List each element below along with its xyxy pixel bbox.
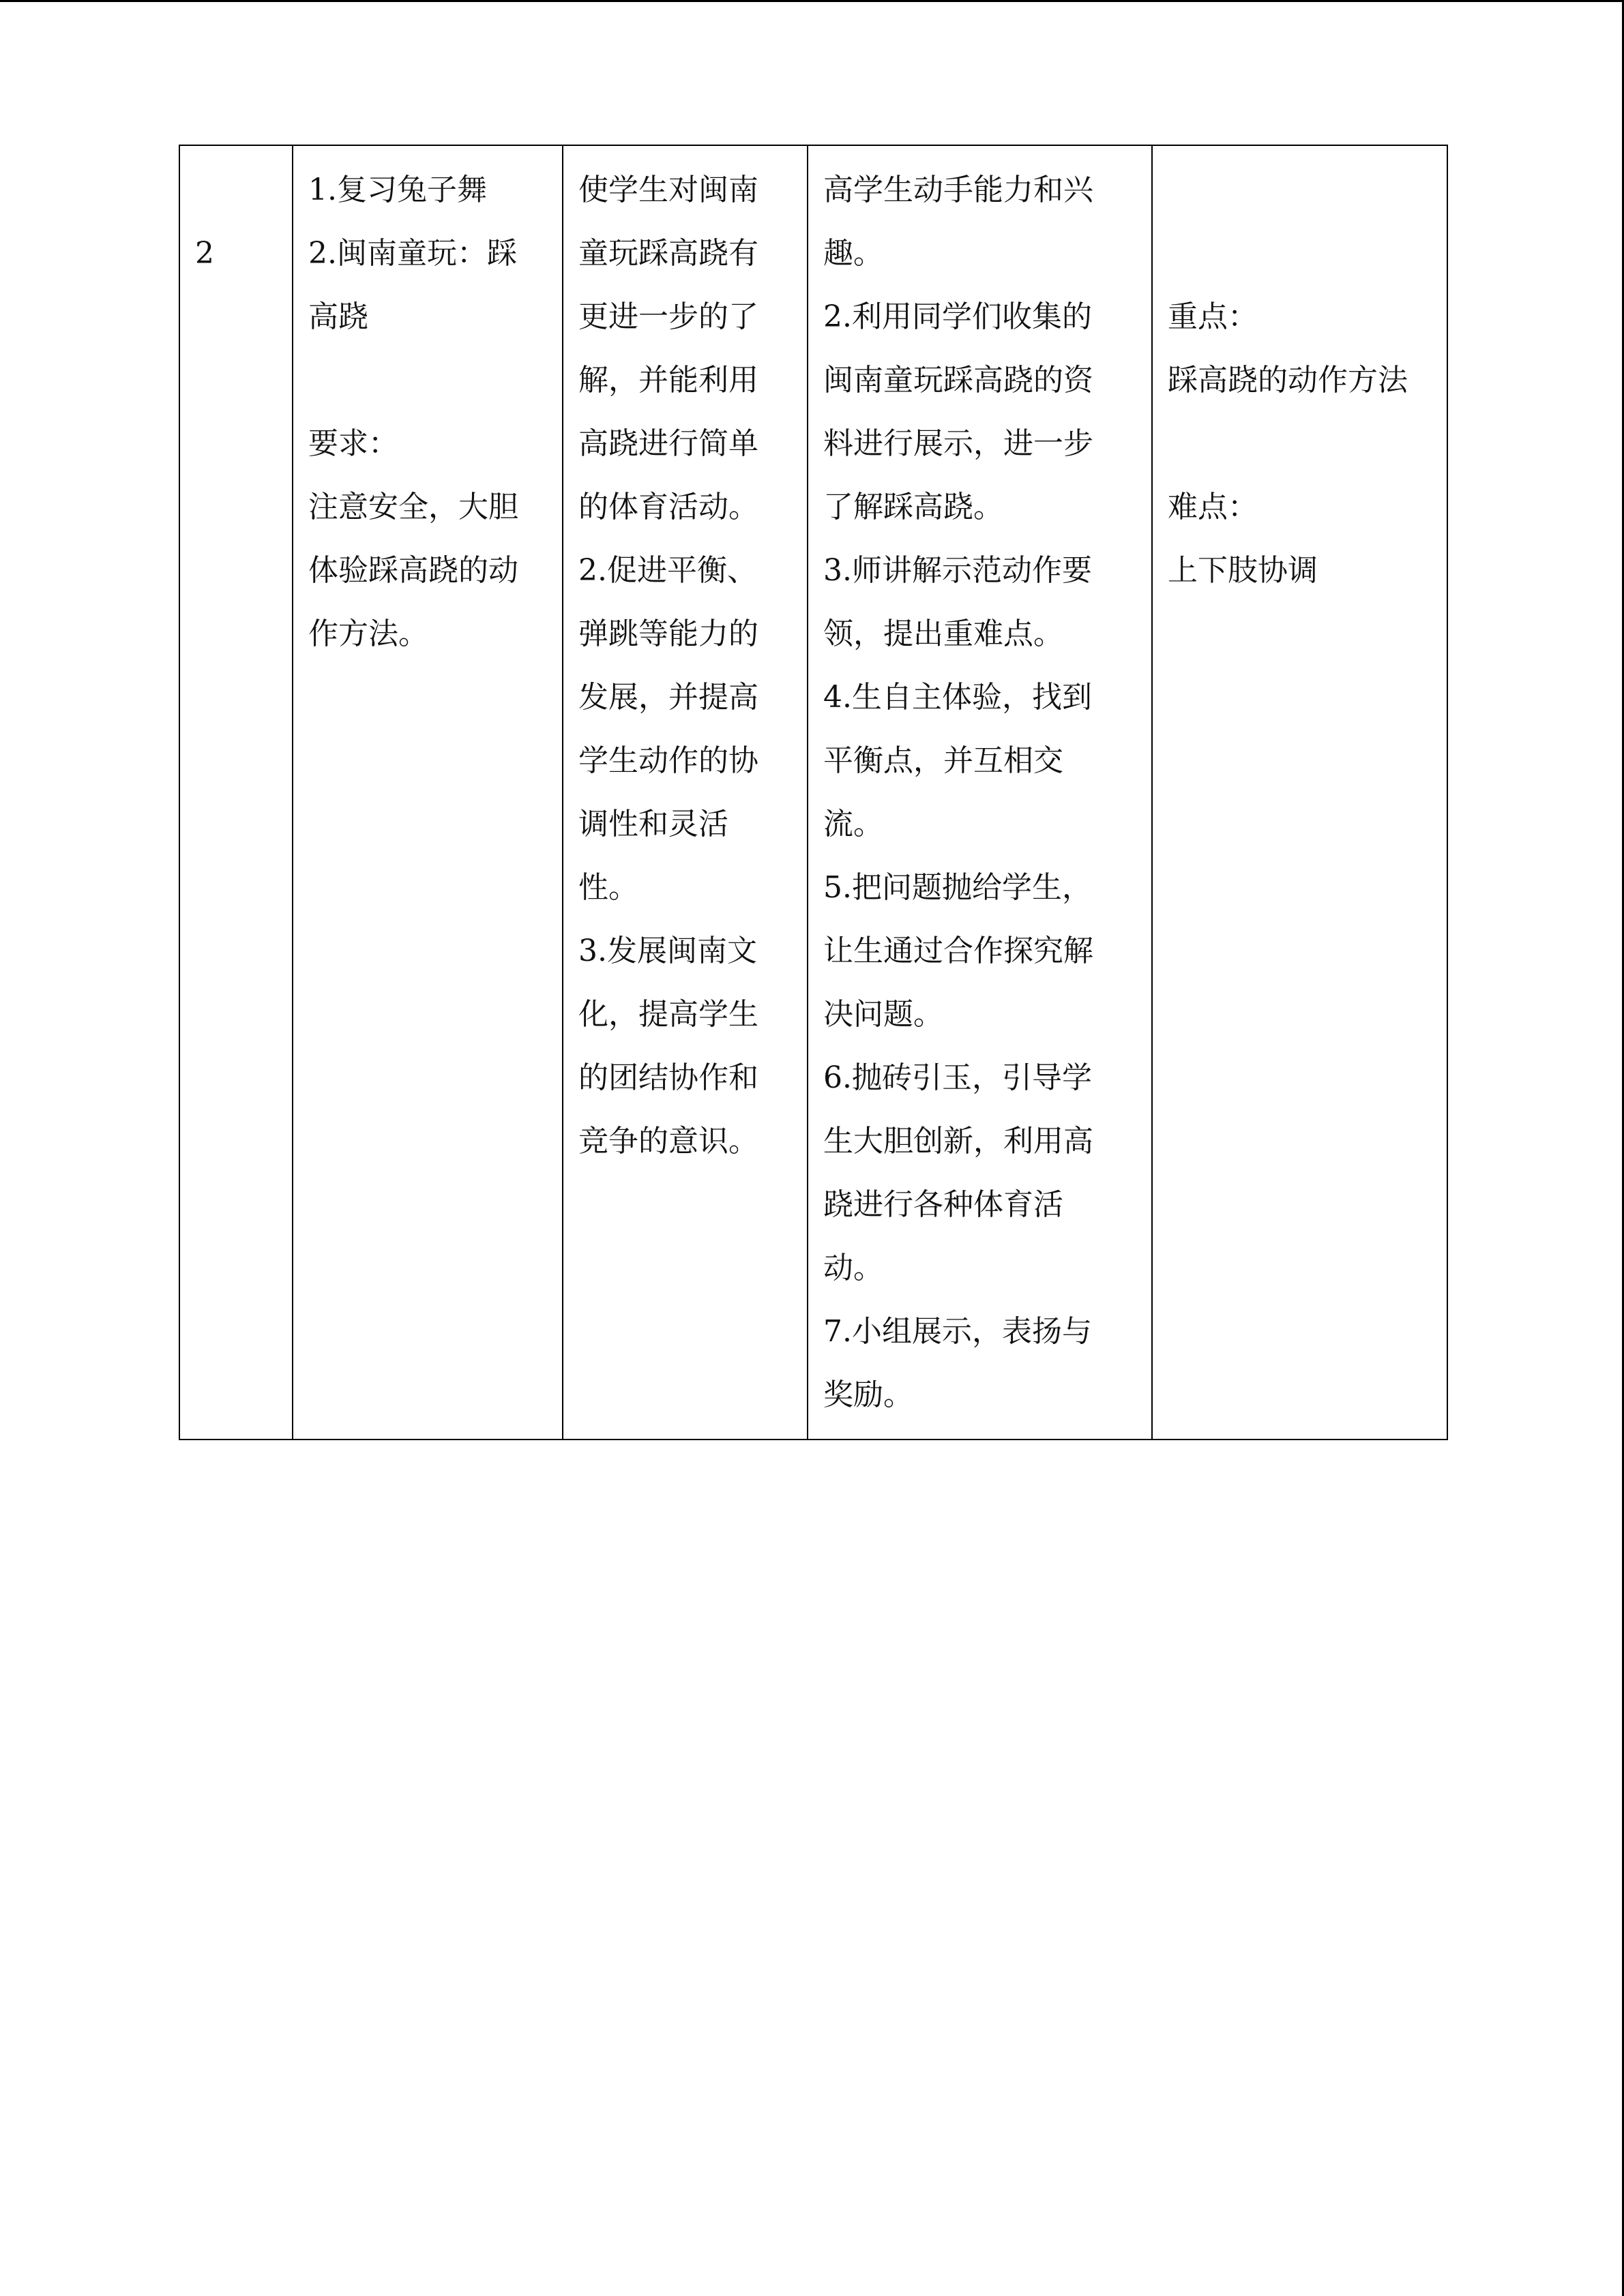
content-item-2-line-1: 2.闽南童玩：踩 — [308, 236, 517, 271]
page-border-top — [0, 0, 1624, 2]
method-line: 5.把问题抛给学生， — [823, 870, 1092, 905]
goal-line: 发展，并提高 — [578, 680, 758, 715]
method-line: 闽南童玩踩高跷的资 — [823, 363, 1093, 398]
method-line: 平衡点，并互相交 — [823, 743, 1063, 778]
method-line: 7.小组展示，表扬与 — [823, 1314, 1092, 1349]
method-line: 2.利用同学们收集的 — [823, 299, 1092, 334]
difficulty-label: 难点： — [1168, 490, 1258, 524]
requirement-label: 要求： — [308, 426, 398, 461]
table-row — [179, 145, 1447, 1440]
goal-line: 性。 — [578, 870, 638, 905]
method-line: 领，提出重难点。 — [823, 616, 1063, 651]
methods-cell — [808, 145, 1152, 1440]
goal-line: 更进一步的了 — [578, 299, 758, 334]
keypoints-cell — [1152, 145, 1447, 1440]
method-line: 6.抛砖引玉，引导学 — [823, 1060, 1092, 1095]
method-line: 决问题。 — [823, 997, 943, 1032]
method-line: 4.生自主体验，找到 — [823, 680, 1092, 715]
content-item-2-line-2: 高跷 — [308, 299, 368, 334]
row-number-cell — [179, 145, 293, 1440]
goal-line: 使学生对闽南 — [578, 173, 758, 207]
goal-line: 2.促进平衡、 — [578, 553, 757, 588]
blank-line — [1168, 412, 1433, 475]
requirement-line-3: 作方法。 — [308, 616, 428, 651]
goal-line: 调性和灵活 — [578, 807, 728, 841]
method-line: 跷进行各种体育活 — [823, 1187, 1063, 1222]
method-line: 生大胆创新，利用高 — [823, 1124, 1093, 1159]
method-line: 高学生动手能力和兴 — [823, 173, 1093, 207]
method-line: 趣。 — [823, 236, 883, 271]
method-line: 料进行展示，进一步 — [823, 426, 1093, 461]
method-line: 让生通过合作探究解 — [823, 934, 1093, 968]
key-point-label: 重点： — [1168, 299, 1258, 334]
content-item-1: 1.复习兔子舞 — [308, 173, 487, 207]
blank-line — [308, 348, 548, 412]
method-line: 3.师讲解示范动作要 — [823, 553, 1092, 588]
goal-line: 高跷进行简单 — [578, 426, 758, 461]
key-point-text: 踩高跷的动作方法 — [1168, 363, 1408, 398]
goal-line: 竞争的意识。 — [578, 1124, 758, 1159]
goal-line: 化，提高学生 — [578, 997, 758, 1032]
goal-line: 学生动作的协 — [578, 743, 758, 778]
difficulty-text: 上下肢协调 — [1168, 553, 1318, 588]
content-cell — [293, 145, 563, 1440]
goal-line: 的团结协作和 — [578, 1060, 758, 1095]
requirement-line-1: 注意安全，大胆 — [308, 490, 518, 524]
goal-line: 的体育活动。 — [578, 490, 758, 524]
requirement-line-2: 体验踩高跷的动 — [308, 553, 518, 588]
goal-line: 3.发展闽南文 — [578, 934, 757, 968]
method-line: 动。 — [823, 1251, 883, 1285]
method-line: 流。 — [823, 807, 883, 841]
method-line: 了解踩高跷。 — [823, 490, 1003, 524]
row-number: 2 — [195, 236, 214, 271]
lesson-plan-table — [179, 145, 1448, 1440]
goal-line: 童玩踩高跷有 — [578, 236, 758, 271]
goal-line: 弹跳等能力的 — [578, 616, 758, 651]
method-line: 奖励。 — [823, 1377, 913, 1412]
goal-line: 解，并能利用 — [578, 363, 758, 398]
goals-cell — [563, 145, 808, 1440]
